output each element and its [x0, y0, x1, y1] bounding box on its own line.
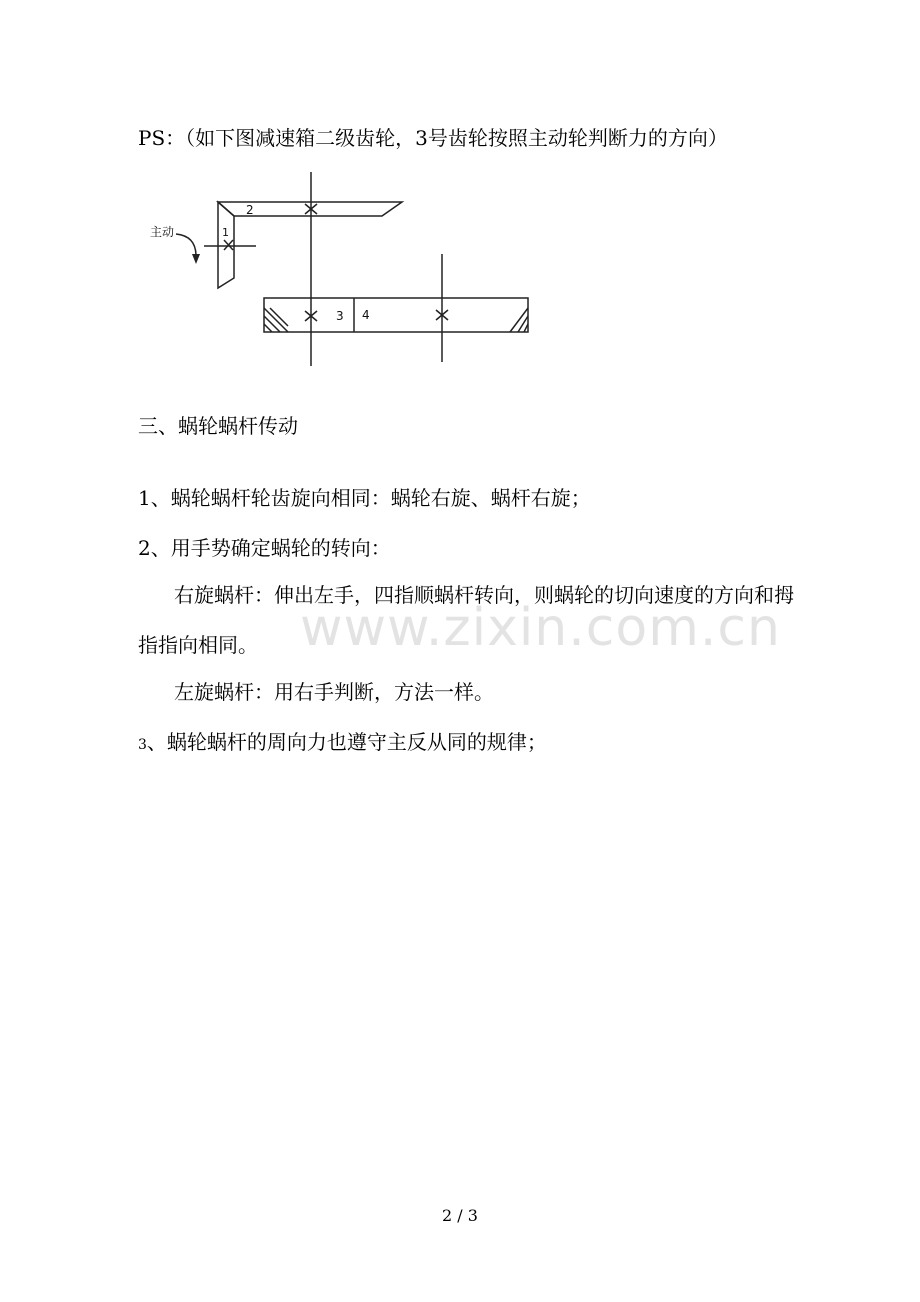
right-hand-rule: 右旋蜗杆：伸出左手，四指顺蜗杆转向，则蜗轮的切向速度的方向和拇指指向相同。: [138, 583, 794, 657]
gear-label-1: 1: [222, 226, 229, 239]
gear-1: [218, 202, 234, 288]
item-2: 2、用手势确定蜗轮的转向：: [138, 536, 391, 560]
section-title: 三、蜗轮蜗杆传动: [138, 414, 298, 438]
gear-label-3: 3: [336, 309, 344, 323]
rotation-arrow-icon: [176, 234, 196, 256]
gear-reducer-diagram: [138, 168, 538, 368]
item-3-text: 、蜗轮蜗杆的周向力也遵守主反从同的规律；: [146, 730, 547, 754]
item-3-number: 3: [138, 737, 147, 753]
ps-note: PS：（如下图减速箱二级齿轮，3号齿轮按照主动轮判断力的方向）: [138, 126, 728, 150]
watermark: www.zixin.com.cn: [300, 598, 781, 658]
gear-label-2: 2: [246, 203, 254, 217]
item-3: [138, 728, 547, 759]
page-number: 2 / 3: [442, 1206, 478, 1225]
gear-3-4-body: [264, 298, 528, 332]
left-hand-rule: 左旋蜗杆：用右手判断，方法一样。: [174, 680, 494, 704]
item-1: 1、蜗轮蜗杆轮齿旋向相同：蜗轮右旋、蜗杆右旋；: [138, 486, 591, 510]
gear-label-4: 4: [362, 308, 370, 322]
driver-label: 主动: [150, 225, 175, 239]
arrow-head-icon: [192, 254, 200, 264]
